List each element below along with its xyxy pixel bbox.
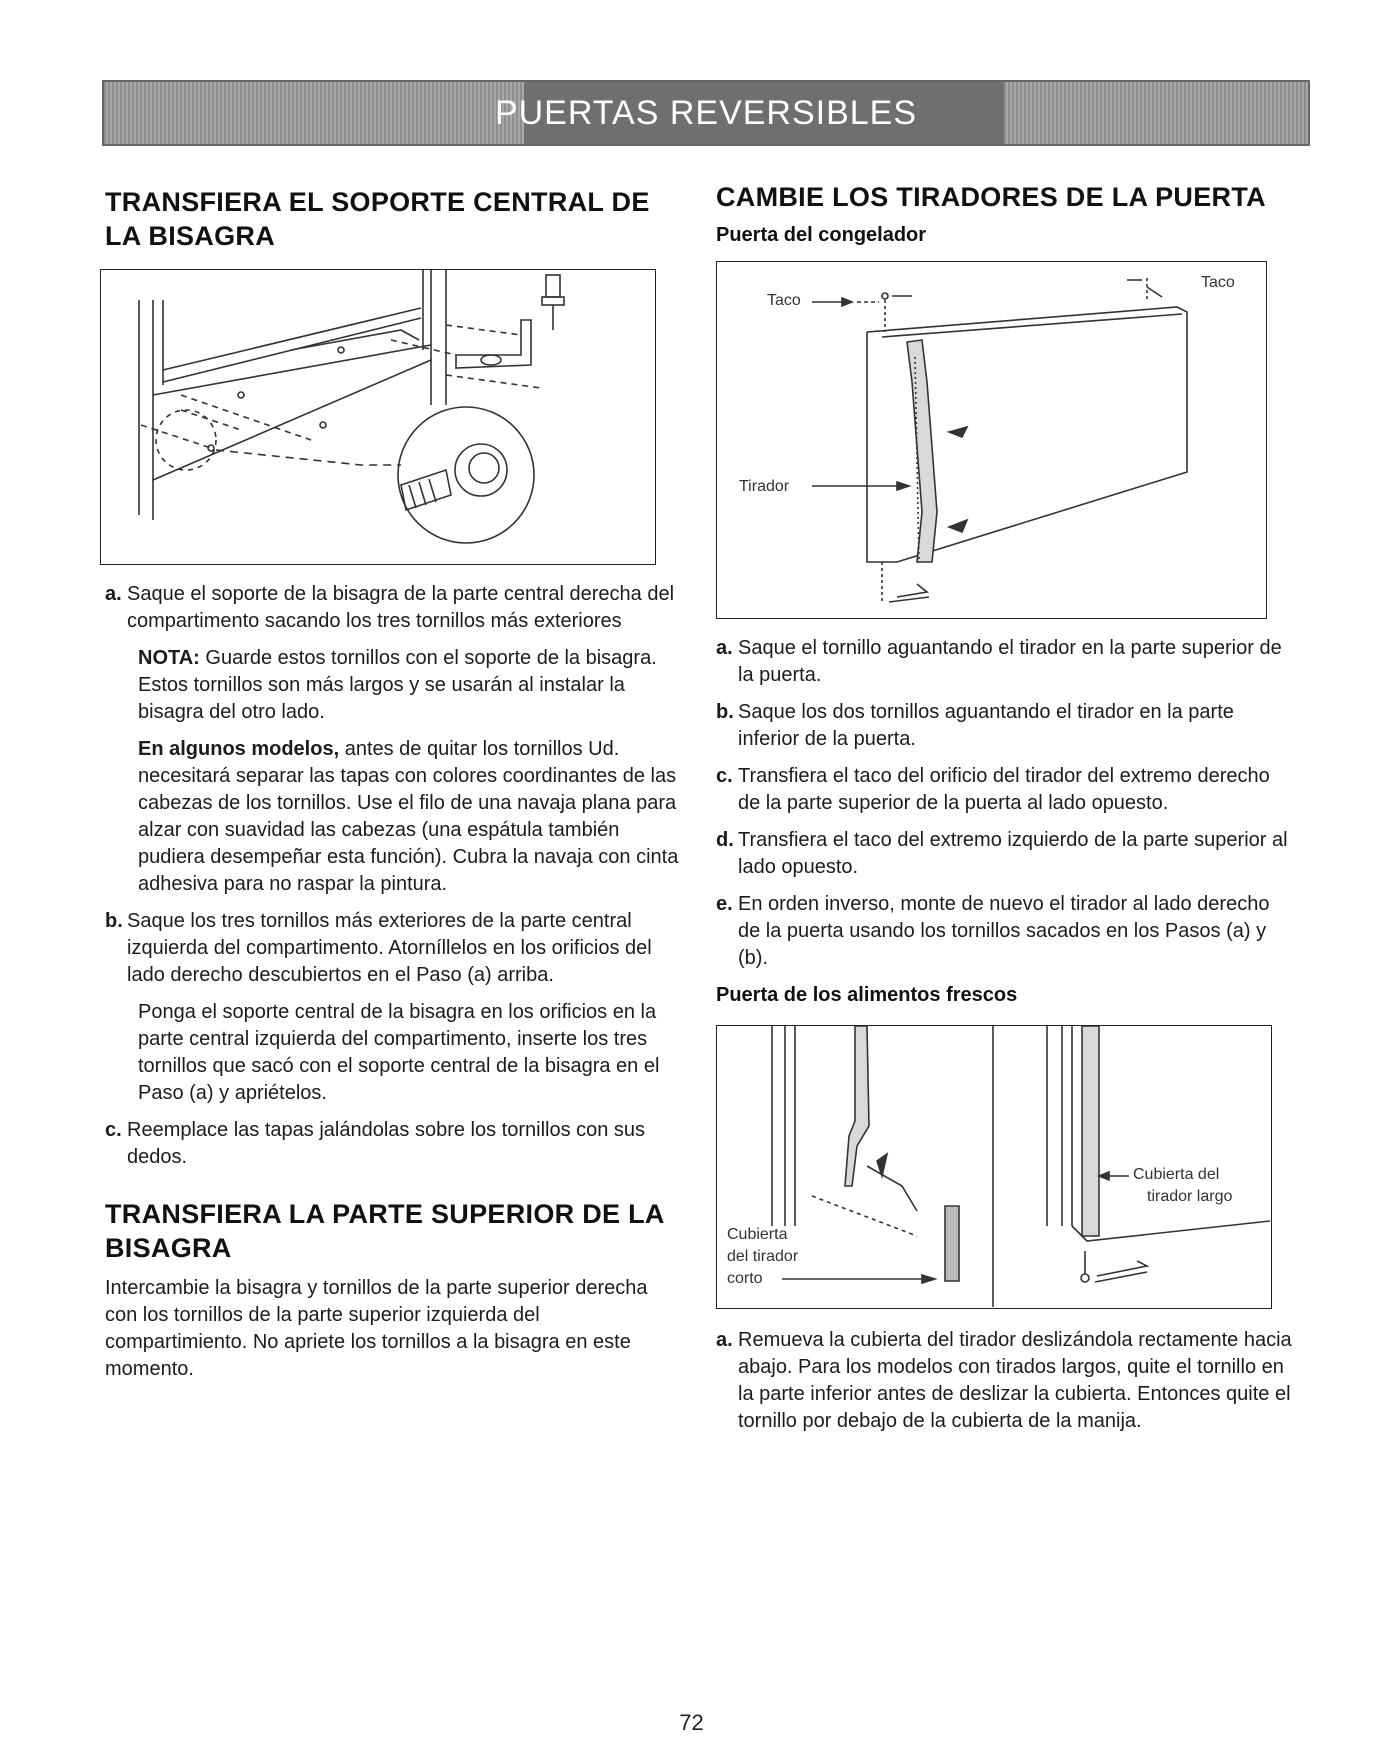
right-column: [716, 180, 1296, 1435]
step-text: Saque el tornillo aguantando el tirador en la parte superior de la puerta.: [738, 637, 1282, 686]
freezer-step-b: [716, 699, 1296, 753]
step-a: [105, 581, 685, 635]
section-title-door-handles: CAMBIE LOS TIRADORES DE LA PUERTA: [716, 182, 1266, 212]
subtitle-freezer-door: Puerta del congelador: [716, 224, 927, 246]
section-title-top-hinge: TRANSFIERA LA PARTE SUPERIOR DE LA BISAGRA: [105, 1199, 664, 1263]
b-followup-paragraph: Ponga el soporte central de la bisagra en los orificios en la parte central izquierda del compartimento, inserte los tres tornillos que sacó con el soporte central de la bisagra en el Paso (a) y apriételos.: [138, 1001, 660, 1104]
step-letter: a.: [105, 583, 122, 605]
step-letter: a.: [716, 637, 733, 659]
step-letter: b.: [105, 910, 123, 932]
center-hinge-figure: [100, 269, 656, 565]
label-taco-right: Taco: [1201, 274, 1235, 291]
label-short-cover-line1: Cubierta: [727, 1226, 788, 1243]
label-long-cover-line2: tirador largo: [1147, 1188, 1233, 1205]
section-banner: [102, 80, 1310, 146]
freezer-step-c: [716, 763, 1296, 817]
left-column: [105, 185, 685, 1383]
step-text: Saque los dos tornillos aguantando el tirador en la parte inferior de la puerta.: [738, 701, 1234, 750]
freezer-door-figure: [716, 261, 1267, 619]
step-text: Remueva la cubierta del tirador deslizándola rectamente hacia abajo. Para los modelos con tirados largos, quite el tornillo en la parte inferior antes de deslizar la cubierta. Entonces quite el tornillo por debajo de la cubierta de la manija.: [738, 1329, 1292, 1432]
step-letter: a.: [716, 1329, 733, 1351]
freezer-step-a: [716, 635, 1296, 689]
step-b: [105, 908, 685, 989]
label-long-cover-line1: Cubierta del: [1133, 1166, 1220, 1183]
models-label: En algunos modelos,: [138, 738, 340, 760]
step-letter: d.: [716, 829, 734, 851]
subtitle-fresh-food-door: Puerta de los alimentos frescos: [716, 984, 1018, 1006]
step-c: [105, 1117, 685, 1171]
step-text: Transfiera el taco del orificio del tirador del extremo derecho de la parte superior de la puerta al lado opuesto.: [738, 765, 1270, 814]
freezer-door-illustration: [717, 262, 1265, 617]
step-letter: b.: [716, 701, 734, 723]
section-title-center-hinge: TRANSFIERA EL SOPORTE CENTRAL DE LA BISAGRA: [105, 187, 650, 251]
label-short-cover-line3: corto: [727, 1270, 763, 1287]
nota-text: Guarde estos tornillos con el soporte de la bisagra. Estos tornillos son más largos y se usarán al instalar la bisagra del otro lado.: [138, 647, 657, 723]
step-letter: c.: [105, 1119, 122, 1141]
step-letter: c.: [716, 765, 733, 787]
nota-label: NOTA:: [138, 647, 200, 669]
center-hinge-illustration: [101, 270, 654, 563]
models-text: antes de quitar los tornillos Ud. necesitará separar las tapas con colores coordinantes de las cabezas de los tornillos. Use el filo de una navaja plana para alzar con suavidad las cabezas (una espátula también pudiera desempeñar esta función). Cubra la navaja con cinta adhesiva para no raspar la pintura.: [138, 738, 679, 895]
step-letter: e.: [716, 893, 733, 915]
section1-steps: [105, 581, 685, 1171]
freezer-step-d: [716, 827, 1296, 881]
freezer-steps: [716, 635, 1296, 972]
label-taco-left: Taco: [767, 292, 801, 309]
models-paragraph: [105, 736, 685, 898]
fresh-food-door-figure: [716, 1025, 1272, 1309]
fresh-step-a: [716, 1327, 1296, 1435]
step-text: Reemplace las tapas jalándolas sobre los tornillos con sus dedos.: [127, 1119, 646, 1168]
step-text: Transfiera el taco del extremo izquierdo de la parte superior al lado opuesto.: [738, 829, 1288, 878]
step-text: Saque el soporte de la bisagra de la parte central derecha del compartimento sacando los tres tornillos más exteriores: [127, 583, 675, 632]
freezer-step-e: [716, 891, 1296, 972]
banner-title: PUERTAS REVERSIBLES: [494, 94, 918, 132]
step-text: Saque los tres tornillos más exteriores de la parte central izquierda del compartimento. Atorníllelos en los orificios del lado derecho descubiertos en el Paso (a) arriba.: [127, 910, 652, 986]
fresh-steps: [716, 1327, 1296, 1435]
section2-paragraph: Intercambie la bisagra y tornillos de la parte superior derecha con los tornillos de la parte superior izquierda del compartimiento. No apriete los tornillos a la bisagra en este momento.: [105, 1277, 648, 1380]
nota-paragraph: [105, 645, 685, 726]
label-tirador: Tirador: [739, 478, 790, 495]
step-text: En orden inverso, monte de nuevo el tirador al lado derecho de la puerta usando los tornillos sacados en los Pasos (a) y (b).: [738, 893, 1270, 969]
page-number: 72: [679, 1710, 704, 1735]
label-short-cover-line2: del tirador: [727, 1248, 799, 1265]
